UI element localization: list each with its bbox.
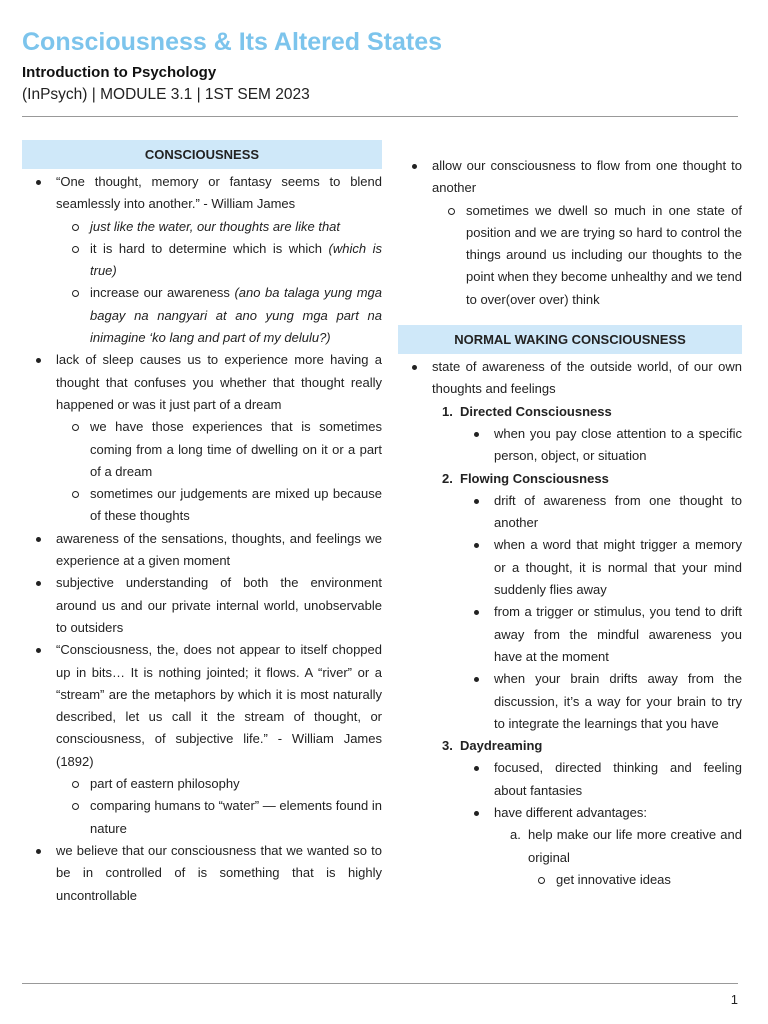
header-divider [22, 116, 738, 117]
list-item-text: allow our consciousness to flow from one thought to another [432, 158, 742, 196]
point-item: drift of awareness from one thought to another [460, 490, 742, 535]
sub-list-item-note: (ano ba talaga yung mga bagay na nangyari at ano yung mga part na inimagine ‘ko lang and part of my delulu?) [90, 285, 382, 346]
list-item-text: lack of sleep causes us to experience more having a thought that confuses you whether that thought really happened or was it just part of a dream [56, 352, 382, 412]
point-item [460, 802, 742, 891]
document-subtitle: Introduction to Psychology [22, 64, 217, 81]
page-number: 1 [730, 992, 738, 1007]
list-item-text: “Consciousness, the, does not appear to itself chopped up in bits… It is nothing jointed; it flows. A “river” or a “stream” are the metaphors by which it is most naturally described, let us call it the stream of thought, or consciousness, of subjective life.” - William James (1892) [56, 642, 382, 769]
list-item [22, 639, 382, 840]
point-item: from a trigger or stimulus, you tend to drift away from the mindful awareness you have at the moment [460, 601, 742, 668]
left-column [22, 140, 382, 907]
list-item [398, 356, 742, 891]
sub-list-item [56, 282, 382, 349]
section-heading-normal-waking: NORMAL WAKING CONSCIOUSNESS [398, 325, 742, 354]
spacer [398, 311, 742, 325]
item-title: Flowing Consciousness [460, 470, 609, 486]
item-number: 2. [442, 470, 453, 486]
document-meta: (InPsych) | MODULE 3.1 | 1ST SEM 2023 [22, 86, 310, 103]
lettered-list [494, 824, 742, 891]
list-item: subjective understanding of both the environment around us and our private internal world, unobservable to outsiders [22, 572, 382, 639]
sub-list-item: get innovative ideas [528, 869, 742, 891]
right-column [398, 155, 742, 891]
numbered-item [432, 735, 742, 891]
section-heading-consciousness: CONSCIOUSNESS [22, 140, 382, 169]
point-list [460, 423, 742, 468]
sub-list-item: sometimes we dwell so much in one state of position and we are trying so hard to control the things around us including our thoughts to the point when they become unhealthy and we tend to over(over over) think [432, 200, 742, 311]
item-title: Daydreaming [460, 738, 543, 754]
point-list [460, 757, 742, 891]
sub-list-item [56, 238, 382, 283]
sub-list-item [56, 216, 382, 238]
sub-list [56, 216, 382, 350]
sub-list-item: we have those experiences that is sometimes coming from a long time of dwelling on it or a part of a dream [56, 416, 382, 483]
point-item: when a word that might trigger a memory or a thought, it is normal that your mind suddenly flies away [460, 534, 742, 601]
footer-divider [22, 983, 738, 984]
sub-list [432, 200, 742, 311]
sub-list-item-note: (which is true) [90, 240, 382, 279]
point-item: when your brain drifts away from the discussion, it’s a way for your brain to try to integrate the learnings that you have [460, 668, 742, 735]
document-header [22, 26, 742, 106]
lettered-item-text: help make our life more creative and original [528, 827, 742, 865]
sub-list-item-text: increase our awareness [90, 285, 235, 301]
sub-list-item-text: just like the water, our thoughts are like that [90, 218, 341, 234]
sub-list-item: part of eastern philosophy [56, 773, 382, 795]
item-number: 3. [442, 738, 453, 754]
document-title: Consciousness & Its Altered States [22, 28, 443, 56]
list-item [22, 349, 382, 527]
item-letter: a. [510, 827, 521, 843]
list-item-text: “One thought, memory or fantasy seems to blend seamlessly into another.” - William James [56, 174, 382, 212]
point-item: focused, directed thinking and feeling about fantasies [460, 757, 742, 802]
numbered-item [432, 401, 742, 468]
point-list [460, 490, 742, 735]
lettered-item [494, 824, 742, 891]
consciousness-list [22, 171, 382, 907]
sub-list-item: sometimes our judgements are mixed up because of these thoughts [56, 483, 382, 528]
sub-list-item-text: it is hard to determine which is which [90, 240, 329, 256]
list-item: awareness of the sensations, thoughts, and feelings we experience at a given moment [22, 528, 382, 573]
point-item: when you pay close attention to a specific person, object, or situation [460, 423, 742, 468]
sub-list [528, 869, 742, 891]
sub-list [56, 773, 382, 840]
list-item [398, 155, 742, 311]
numbered-list [432, 401, 742, 892]
numbered-item [432, 468, 742, 736]
list-item [22, 171, 382, 349]
point-item-text: have different advantages: [494, 805, 647, 821]
sub-list [56, 416, 382, 527]
item-title: Directed Consciousness [460, 403, 612, 419]
item-number: 1. [442, 403, 453, 419]
continued-list [398, 155, 742, 311]
list-item: we believe that our consciousness that we wanted so to be in controlled of is something that is highly uncontrollable [22, 840, 382, 907]
sub-list-item: comparing humans to “water” — elements found in nature [56, 795, 382, 840]
normal-waking-list [398, 356, 742, 891]
list-item-text: state of awareness of the outside world, of our own thoughts and feelings [432, 359, 742, 397]
